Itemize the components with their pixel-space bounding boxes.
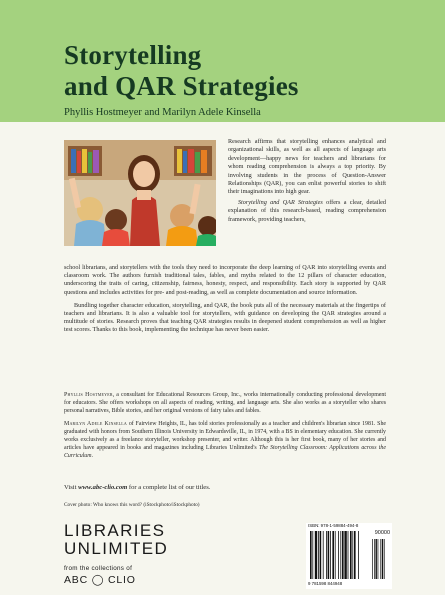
- classroom-photo-illustration: [64, 140, 216, 246]
- publisher-website-link[interactable]: www.abc-clio.com: [78, 484, 128, 491]
- publisher-name-line-2: UNLIMITED: [64, 539, 169, 558]
- author-2-text-c: .: [91, 452, 93, 459]
- publisher-logo: [64, 522, 168, 586]
- isbn-text: ISBN: 978-1-59884-494-8: [308, 523, 359, 528]
- visit-line: [64, 484, 210, 491]
- author-1-text: , a consultant for Educational Resources Group, Inc., works internationally conducting professional development for educators. She offers workshops on all aspects of reading, writing, and language arts. She also works as a storyteller who shares personal narratives, Bible stories, and her original versions of fairy tales and fables.: [64, 392, 386, 414]
- description-paragraph-2-rest: offers a clear, detailed explanation of this research-based, reading comprehension framework, providing teachers,: [228, 198, 386, 223]
- isbn-barcode: [306, 523, 392, 589]
- publisher-collections-note: from the collections of: [64, 565, 133, 572]
- parent-publisher-name: ABC ◯ CLIO: [64, 574, 136, 586]
- barcode-number: 9 781598 844948: [308, 581, 343, 586]
- visit-prefix: Visit: [64, 484, 79, 491]
- author-2-text-a: of Fairview Heights, IL, has told stories professionally as a teacher and children's librarian since 1981. She graduated with honors from Southern Illinois University in Edwardsville, IL, in 1974, with a BS in elementary education. She currently works exclusively as a freelance storyteller, workshop presenter, and writer. Although this is her first book, many of her stories and articles have appeared in books and magazines including Libraries Unlimited's: [64, 421, 387, 451]
- description-paragraph-2-start: [228, 199, 386, 224]
- price-code: 90000: [374, 530, 390, 536]
- author-2-book-title: The Storytelling Classroom: Applications across the Curriculum: [64, 444, 386, 459]
- author-bio-2: [64, 421, 386, 460]
- cover-photo-credit: Cover photo: Who knows this word? (iStockphoto/iStockphoto): [64, 502, 200, 508]
- publisher-name-line-1: LIBRARIES: [64, 521, 166, 540]
- description-paragraph-3: Bundling together character education, storytelling, and QAR, the book puts all of the necessary materials at the fingertips of teachers and librarians. It is also a valuable tool for storytellers, with guidance on developing the QAR strategies around a multitude of stories. Research proves that teaching QAR strategies results in deepened student comprehension as well as higher test scores. Thanks to this book, implementing the technique has never been easier.: [64, 301, 386, 334]
- author-1-name: Phyllis Hostmeyer: [64, 392, 113, 398]
- description-title-ref: Storytelling and QAR Strategies: [237, 198, 323, 206]
- author-bio-1: [64, 392, 386, 415]
- visit-suffix: for a complete list of our titles.: [127, 484, 211, 491]
- barcode-icon: [308, 531, 390, 579]
- book-title: [64, 40, 299, 102]
- description-intro: [228, 138, 386, 226]
- title-line-2: and QAR Strategies: [64, 71, 299, 101]
- description-paragraph-2-cont: school librarians, and storytellers with the tools they need to incorporate the deep learning of QAR into storytelling events and classroom work. The authors furnish traditional tales, fables, and myths related to the 12 pillars of character education, underscoring the traits of caring, citizenship, fairness, honesty, respect, and responsibility. Each story is supported by QAR questions and includes activities for pre- and post-reading, as well as complete documentation and source information.: [64, 264, 386, 296]
- title-line-1: Storytelling: [64, 40, 202, 70]
- author-bios: [64, 392, 386, 466]
- author-2-name: Marilyn Adele Kinsella: [64, 421, 128, 428]
- description-body: [64, 264, 386, 340]
- author-names: Phyllis Hostmeyer and Marilyn Adele Kinsella: [64, 107, 261, 118]
- classroom-photo: [64, 140, 216, 246]
- description-paragraph-1: Research affirms that storytelling enhances analytical and organizational skills, as well as all aspects of language arts development—happy news for teachers and librarians for whom reading comprehension is always a top priority. By involving students in the process of Question-Answer Relationships (QAR), you can enlist powerful stories to shift their imaginations into high gear.: [228, 138, 386, 196]
